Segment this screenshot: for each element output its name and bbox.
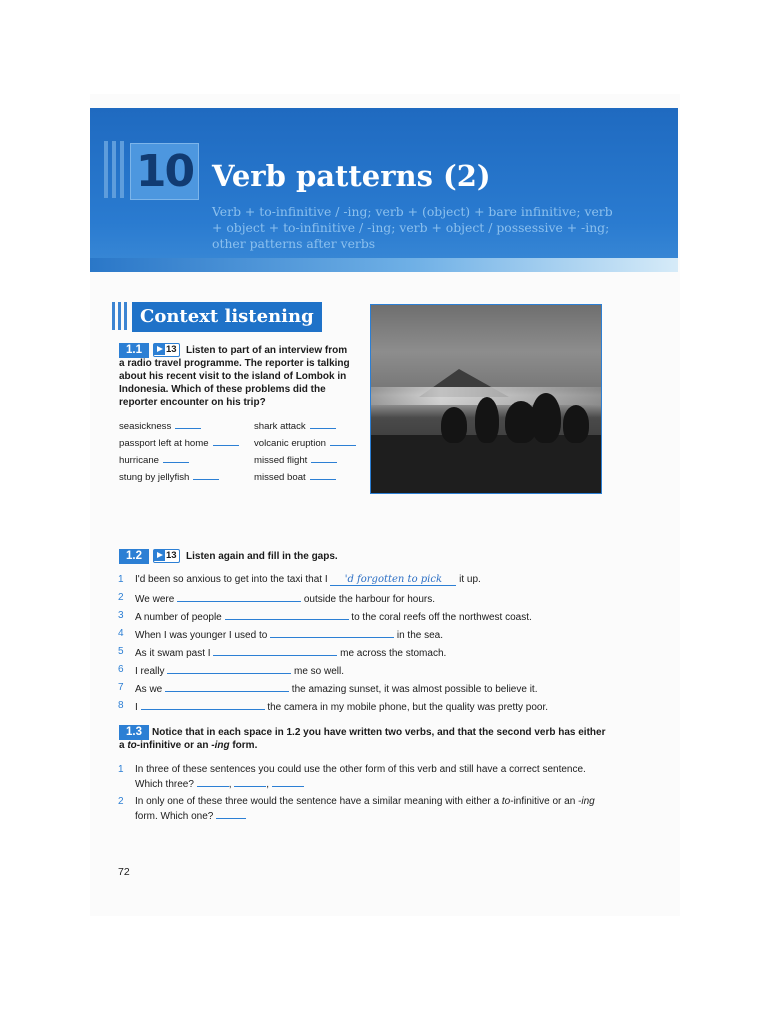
track-number: 13 — [166, 344, 177, 355]
item-number: 4 — [118, 628, 124, 639]
question-number: 2 — [118, 796, 124, 807]
exercise-number-1-1: 1.1 — [119, 343, 149, 358]
exercise-1-1-instruction-line-2: a radio travel programme. The reporter is talking — [119, 358, 350, 369]
gap-fill-sentence: We were outside the harbour for hours. — [135, 591, 435, 606]
item-number: 2 — [118, 592, 124, 603]
track-number: 13 — [166, 550, 177, 561]
audio-track-badge[interactable] — [153, 549, 180, 563]
gap-fill-sentence: As we the amazing sunset, it was almost possible to believe it. — [135, 681, 537, 696]
answer-gap[interactable] — [234, 776, 266, 787]
palm-tree-icon — [441, 407, 467, 443]
answer-blank[interactable] — [310, 471, 336, 480]
problem-item: seasickness — [119, 420, 201, 433]
exercise-1-1-instruction-line-4: Indonesia. Which of these problems did the — [119, 384, 326, 395]
question-1-line-1: In three of these sentences you could use the other form of this verb and still have a correct sentence. — [135, 764, 586, 775]
answer-gap[interactable] — [167, 663, 291, 674]
palm-tree-icon — [531, 393, 561, 443]
item-number: 7 — [118, 682, 124, 693]
question-2-line-2: form. Which one? — [135, 808, 246, 823]
answer-blank[interactable] — [175, 420, 201, 429]
gap-fill-sentence: A number of people to the coral reefs off the northwest coast. — [135, 609, 532, 624]
answer-gap[interactable] — [141, 699, 265, 710]
problem-item: shark attack — [254, 420, 336, 433]
item-number: 1 — [118, 574, 124, 585]
problem-item: volcanic eruption — [254, 437, 356, 450]
handwritten-answer[interactable]: 'd forgotten to pick — [330, 574, 456, 586]
unit-header-fade — [90, 258, 678, 272]
answer-blank[interactable] — [193, 471, 219, 480]
exercise-1-1-instruction-line-3: about his recent visit to the island of Lombok in — [119, 371, 347, 382]
gap-fill-sentence: I the camera in my mobile phone, but the quality was pretty poor. — [135, 699, 548, 714]
problem-item: hurricane — [119, 454, 189, 467]
gap-fill-sentence: When I was younger I used to in the sea. — [135, 627, 443, 642]
question-number: 1 — [118, 764, 124, 775]
unit-subtitle-line-1: Verb + to-infinitive / -ing; verb + (object) + bare infinitive; verb — [212, 204, 613, 219]
answer-gap[interactable] — [165, 681, 289, 692]
page-number: 72 — [118, 866, 130, 878]
answer-gap[interactable] — [225, 609, 349, 620]
problem-item: stung by jellyfish — [119, 471, 219, 484]
item-number: 3 — [118, 610, 124, 621]
play-icon — [154, 344, 165, 355]
item-number: 5 — [118, 646, 124, 657]
problem-item: passport left at home — [119, 437, 239, 450]
answer-gap[interactable] — [272, 776, 304, 787]
answer-gap[interactable] — [197, 776, 229, 787]
item-number: 6 — [118, 664, 124, 675]
unit-number: 10 — [130, 143, 199, 200]
gap-fill-sentence: As it swam past I me across the stomach. — [135, 645, 446, 660]
unit-subtitle — [212, 204, 632, 252]
answer-blank[interactable] — [310, 420, 336, 429]
palm-tree-icon — [563, 405, 589, 443]
unit-subtitle-line-3: other patterns after verbs — [212, 236, 376, 251]
item-number: 8 — [118, 700, 124, 711]
unit-subtitle-line-2: + object + to-infinitive / -ing; verb + object / possessive + -ing; — [212, 220, 610, 235]
answer-blank[interactable] — [311, 454, 337, 463]
exercise-number-1-2: 1.2 — [119, 549, 149, 564]
answer-gap[interactable] — [213, 645, 337, 656]
answer-gap[interactable] — [270, 627, 394, 638]
play-icon — [154, 550, 165, 561]
shoreline-silhouette — [371, 435, 602, 494]
unit-title: Verb patterns (2) — [212, 159, 491, 193]
gap-fill-sentence: I really me so well. — [135, 663, 344, 678]
exercise-1-1-instruction-line-1: Listen to part of an interview from — [186, 345, 348, 356]
palm-tree-icon — [475, 397, 499, 443]
answer-blank[interactable] — [163, 454, 189, 463]
answer-blank[interactable] — [213, 437, 239, 446]
exercise-number-1-3: 1.3 — [119, 725, 149, 740]
lombok-photo — [370, 304, 602, 494]
gap-fill-sentence: I'd been so anxious to get into the taxi that I 'd forgotten to pick it up. — [135, 574, 481, 585]
question-2-line-1: In only one of these three would the sentence have a similar meaning with either a to-infinitive or an -ing — [135, 796, 595, 807]
section-heading: Context listening — [132, 302, 322, 332]
answer-gap[interactable] — [177, 591, 301, 602]
problem-item: missed boat — [254, 471, 336, 484]
question-1-line-2: Which three? , , — [135, 776, 304, 791]
answer-blank[interactable] — [330, 437, 356, 446]
answer-gap[interactable] — [216, 808, 246, 819]
exercise-1-2-instruction: Listen again and fill in the gaps. — [186, 551, 338, 562]
exercise-1-3-instruction-line-1: Notice that in each space in 1.2 you have written two verbs, and that the second verb has either — [152, 727, 606, 738]
exercise-1-1-instruction-line-5: reporter encounter on his trip? — [119, 397, 266, 408]
problem-item: missed flight — [254, 454, 337, 467]
exercise-1-3-instruction-line-2: a to-infinitive or an -ing form. — [119, 740, 258, 751]
audio-track-badge[interactable] — [153, 343, 180, 357]
